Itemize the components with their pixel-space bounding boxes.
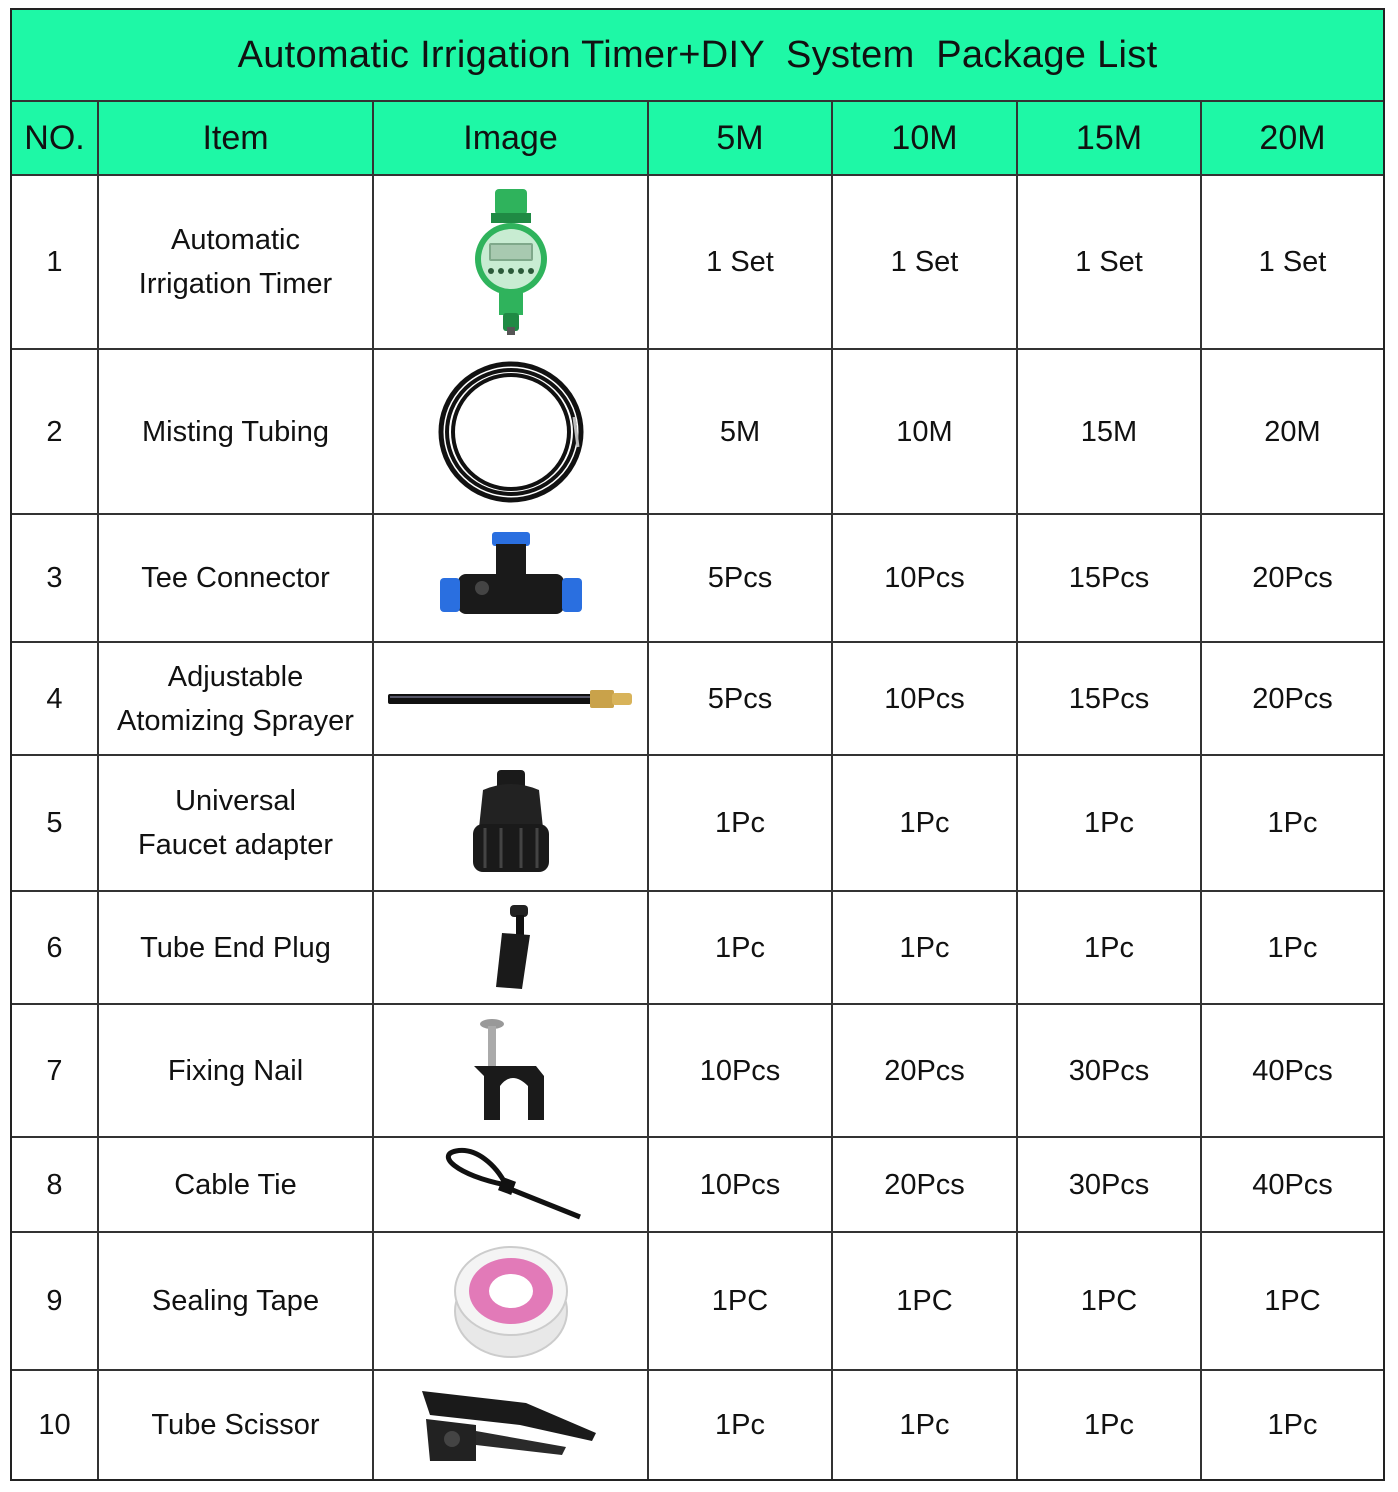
qty-5m: 5M xyxy=(648,349,832,514)
item-image xyxy=(373,514,648,642)
row-number: 3 xyxy=(12,514,98,642)
item-name-line: Faucet adapter xyxy=(137,829,334,861)
qty-10m: 1Pc xyxy=(832,1370,1017,1479)
item-name xyxy=(98,175,373,349)
header-15m: 15M xyxy=(1017,102,1201,175)
item-name: Tee Connector xyxy=(98,514,373,642)
item-name-line: Universal xyxy=(175,785,296,817)
item-image xyxy=(373,1370,648,1479)
tube-scissor-icon xyxy=(416,1385,606,1465)
item-image xyxy=(373,1137,648,1232)
item-name-line: Automatic xyxy=(171,224,300,256)
qty-15m: 15M xyxy=(1017,349,1201,514)
qty-15m: 1Pc xyxy=(1017,755,1201,891)
table-row xyxy=(12,1137,1383,1232)
qty-20m: 1Pc xyxy=(1201,891,1383,1004)
item-image xyxy=(373,1232,648,1370)
qty-10m: 1Pc xyxy=(832,755,1017,891)
row-number: 9 xyxy=(12,1232,98,1370)
header-item: Item xyxy=(98,102,373,175)
table-row xyxy=(12,755,1383,891)
item-name: Sealing Tape xyxy=(98,1232,373,1370)
qty-20m: 20M xyxy=(1201,349,1383,514)
qty-5m: 5Pcs xyxy=(648,642,832,755)
item-name xyxy=(98,642,373,755)
item-image xyxy=(373,755,648,891)
qty-20m: 20Pcs xyxy=(1201,514,1383,642)
item-name-line: Adjustable xyxy=(167,660,304,693)
qty-20m: 1 Set xyxy=(1201,175,1383,349)
item-image xyxy=(373,891,648,1004)
qty-10m: 1PC xyxy=(832,1232,1017,1370)
irrigation-timer-icon xyxy=(471,187,551,337)
table-row xyxy=(12,175,1383,349)
sealing-tape-icon xyxy=(446,1241,576,1361)
qty-20m: 1PC xyxy=(1201,1232,1383,1370)
table-header-row xyxy=(12,102,1383,175)
row-number: 5 xyxy=(12,755,98,891)
table-row xyxy=(12,1370,1383,1479)
header-image: Image xyxy=(373,102,648,175)
qty-10m: 20Pcs xyxy=(832,1137,1017,1232)
table-row xyxy=(12,642,1383,755)
table-row xyxy=(12,1004,1383,1137)
qty-5m: 5Pcs xyxy=(648,514,832,642)
qty-15m: 30Pcs xyxy=(1017,1137,1201,1232)
row-number: 4 xyxy=(12,642,98,755)
qty-15m: 1 Set xyxy=(1017,175,1201,349)
row-number: 1 xyxy=(12,175,98,349)
item-image xyxy=(373,175,648,349)
header-no: NO. xyxy=(12,102,98,175)
item-image xyxy=(373,349,648,514)
package-table xyxy=(12,102,1383,1479)
qty-15m: 15Pcs xyxy=(1017,642,1201,755)
qty-15m: 1Pc xyxy=(1017,1370,1201,1479)
item-image xyxy=(373,1004,648,1137)
item-name: Tube End Plug xyxy=(98,891,373,1004)
qty-10m: 20Pcs xyxy=(832,1004,1017,1137)
qty-20m: 40Pcs xyxy=(1201,1137,1383,1232)
table-row xyxy=(12,1232,1383,1370)
item-name-line: Irrigation Timer xyxy=(138,268,333,300)
qty-10m: 10Pcs xyxy=(832,514,1017,642)
qty-5m: 1Pc xyxy=(648,891,832,1004)
item-name: Cable Tie xyxy=(98,1137,373,1232)
table-row xyxy=(12,514,1383,642)
qty-5m: 1 Set xyxy=(648,175,832,349)
end-plug-icon xyxy=(476,903,546,993)
qty-15m: 30Pcs xyxy=(1017,1004,1201,1137)
qty-5m: 10Pcs xyxy=(648,1004,832,1137)
cable-tie-icon xyxy=(436,1145,586,1225)
qty-15m: 1Pc xyxy=(1017,891,1201,1004)
qty-10m: 1Pc xyxy=(832,891,1017,1004)
row-number: 10 xyxy=(12,1370,98,1479)
item-image xyxy=(373,642,648,755)
header-20m: 20M xyxy=(1201,102,1383,175)
row-number: 6 xyxy=(12,891,98,1004)
table-row xyxy=(12,891,1383,1004)
qty-15m: 15Pcs xyxy=(1017,514,1201,642)
item-name xyxy=(98,755,373,891)
qty-20m: 1Pc xyxy=(1201,755,1383,891)
item-name-line: Atomizing Sprayer xyxy=(117,704,354,737)
item-name: Tube Scissor xyxy=(98,1370,373,1479)
qty-10m: 10Pcs xyxy=(832,642,1017,755)
tee-connector-icon xyxy=(436,528,586,628)
tubing-coil-icon xyxy=(436,357,586,507)
qty-5m: 10Pcs xyxy=(648,1137,832,1232)
row-number: 7 xyxy=(12,1004,98,1137)
qty-5m: 1Pc xyxy=(648,1370,832,1479)
faucet-adapter-icon xyxy=(461,768,561,878)
row-number: 8 xyxy=(12,1137,98,1232)
qty-20m: 1Pc xyxy=(1201,1370,1383,1479)
qty-10m: 10M xyxy=(832,349,1017,514)
fixing-nail-icon xyxy=(466,1016,556,1126)
sprayer-icon xyxy=(386,684,636,714)
qty-5m: 1PC xyxy=(648,1232,832,1370)
qty-5m: 1Pc xyxy=(648,755,832,891)
item-name: Misting Tubing xyxy=(98,349,373,514)
table-row xyxy=(12,349,1383,514)
header-5m: 5M xyxy=(648,102,832,175)
package-list-sheet xyxy=(10,8,1385,1481)
qty-20m: 20Pcs xyxy=(1201,642,1383,755)
qty-20m: 40Pcs xyxy=(1201,1004,1383,1137)
qty-10m: 1 Set xyxy=(832,175,1017,349)
qty-15m: 1PC xyxy=(1017,1232,1201,1370)
package-list-title: Automatic Irrigation Timer+DIY System Package List xyxy=(12,10,1383,102)
item-name: Fixing Nail xyxy=(98,1004,373,1137)
header-10m: 10M xyxy=(832,102,1017,175)
row-number: 2 xyxy=(12,349,98,514)
